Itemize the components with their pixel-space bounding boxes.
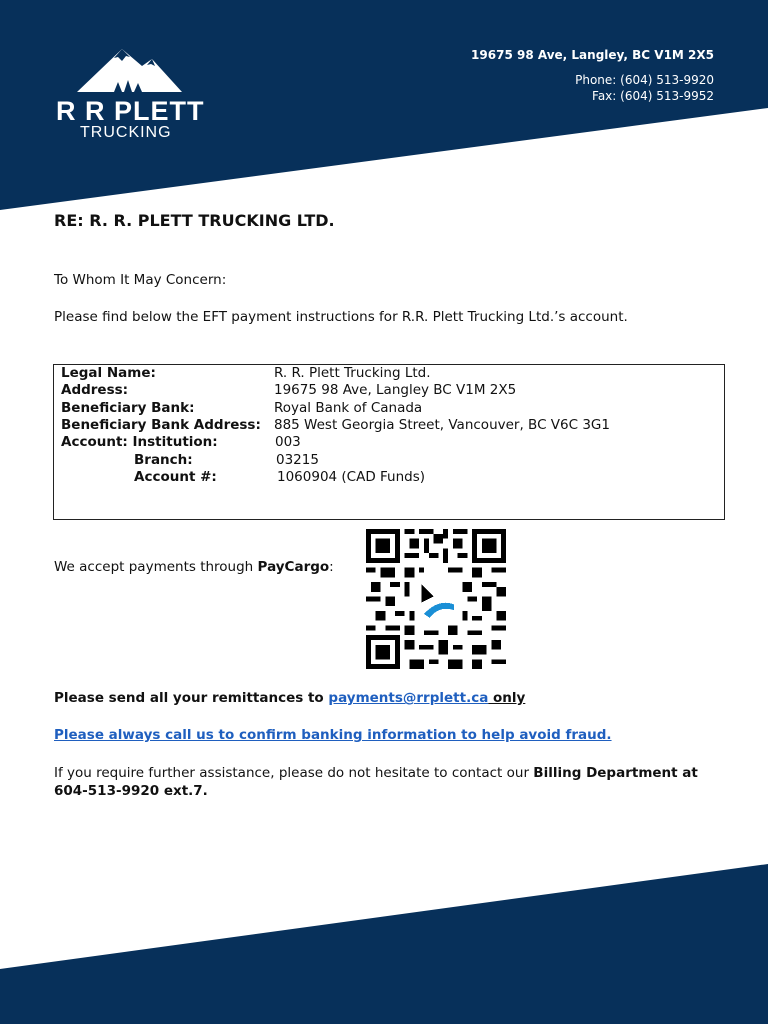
header-phone: Phone: (604) 513-9920 — [575, 73, 714, 87]
re-line: RE: R. R. PLETT TRUCKING LTD. — [54, 211, 335, 230]
institution-label: Account: Institution: — [61, 434, 218, 450]
bank-address-value: 885 West Georgia Street, Vancouver, BC V6C 3G1 — [274, 417, 610, 433]
billing-department: Billing Department at — [533, 765, 698, 781]
institution-value: 003 — [275, 434, 301, 450]
paycargo-suffix: : — [329, 559, 334, 575]
mountain-logo-icon — [52, 44, 212, 104]
bank-label: Beneficiary Bank: — [61, 400, 195, 416]
account-label: Account #: — [134, 469, 217, 485]
assistance-text: If you require further assistance, please do not hesitate to contact our — [54, 765, 534, 781]
company-logo-name: R R PLETT — [56, 96, 205, 126]
branch-label: Branch: — [134, 452, 193, 468]
remittance-suffix: only — [488, 690, 526, 706]
remittance-prefix: Please send all your remittances to — [54, 690, 329, 706]
address-label: Address: — [61, 382, 129, 398]
salutation: To Whom It May Concern: — [54, 272, 227, 288]
assistance-line-1 — [54, 765, 698, 781]
account-value: 1060904 (CAD Funds) — [277, 469, 426, 485]
paycargo-brand: PayCargo — [257, 559, 330, 575]
bank-address-label: Beneficiary Bank Address: — [61, 417, 261, 433]
assistance-line-2: 604-513-9920 ext.7. — [54, 783, 208, 799]
legal-name-label: Legal Name: — [61, 365, 156, 381]
header-address: 19675 98 Ave, Langley, BC V1M 2X5 — [471, 48, 714, 62]
payments-email-link[interactable]: payments@rrplett.ca — [328, 690, 489, 706]
fraud-notice-link[interactable]: Please always call us to confirm banking information to help avoid fraud. — [54, 727, 612, 743]
paycargo-prefix: We accept payments through — [54, 559, 258, 575]
bank-value: Royal Bank of Canada — [274, 400, 423, 416]
legal-name-value: R. R. Plett Trucking Ltd. — [274, 365, 431, 381]
bank-details-box — [53, 364, 725, 520]
address-value: 19675 98 Ave, Langley BC V1M 2X5 — [274, 382, 517, 398]
footer-band — [0, 864, 768, 1024]
paycargo-line — [54, 559, 334, 575]
remittance-line — [54, 690, 525, 706]
intro-text: Please find below the EFT payment instructions for R.R. Plett Trucking Ltd.’s account. — [54, 309, 628, 325]
company-logo-sub: TRUCKING — [80, 124, 172, 141]
paycargo-qr-code-icon[interactable] — [366, 529, 506, 669]
header-fax: Fax: (604) 513-9952 — [592, 89, 714, 103]
branch-value: 03215 — [276, 452, 319, 468]
